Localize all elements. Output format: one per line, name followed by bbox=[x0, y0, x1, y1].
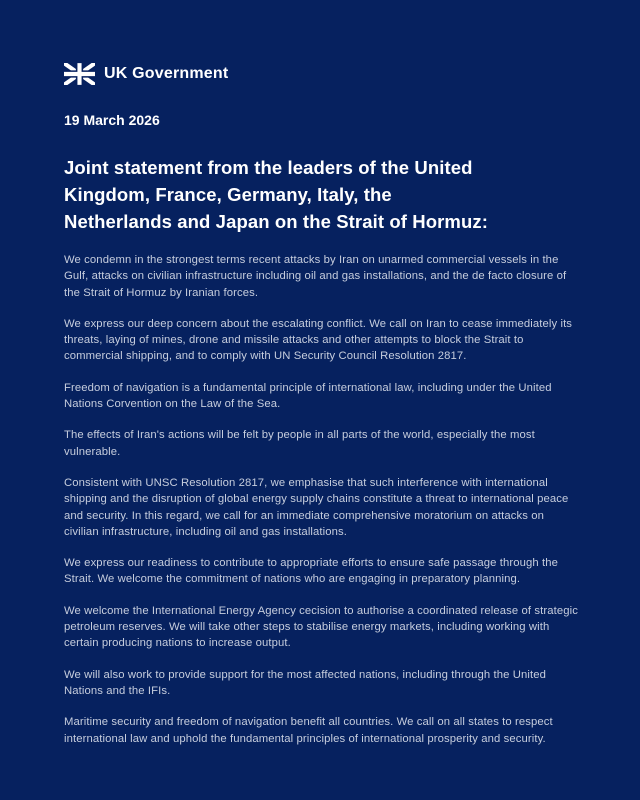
paragraph-support-nations: We will also work to provide support for the most affected nations, including through the United Nations and the IFIs. bbox=[64, 668, 547, 697]
paragraph-condemn-attacks: We condemn in the strongest terms recent attacks by Iran on unarmed commercial vessels in the Gulf, attacks on civilian infrastructure including oil and gas installations, and the de facto closure of the Strait of Hormuz by Iranian forces. bbox=[64, 254, 567, 299]
paragraph-effects-of-actions: The effects of Iran's actions will be felt by people in all parts of the world, especially the most vulnerable. bbox=[64, 429, 535, 458]
uk-government-logo-text: UK Government bbox=[104, 65, 229, 82]
paragraph-unsc-resolution: Consistent with UNSC Resolution 2817, we emphasise that such interference with international shipping and the disruption of global energy supply chains constitute a threat to international peace and security. In this regard, we call for an immediate comprehensive moratorium on attacks on civilian infrastructure, including oil and gas installations. bbox=[64, 476, 569, 538]
paragraph-deep-concern: We express our deep concern about the escalating conflict. We call on Iran to cease immediately its threats, laying of mines, drone and missile attacks and other attempts to block the Strait to commercial shipping, and to comply with UN Security Council Resolution 2817. bbox=[64, 317, 573, 363]
statement-date: 19 March 2026 bbox=[64, 112, 160, 128]
paragraph-energy-agency: We welcome the International Energy Agency cecision to authorise a coordinated release of strategic petroleum reserves. We will take other steps to stabilise energy markets, including working with certain producing nations to increase output. bbox=[64, 604, 578, 650]
statement-title bbox=[64, 154, 578, 235]
paragraph-safe-passage: We express our readiness to contribute to appropriate efforts to ensure safe passage through the Strait. We welcome the commitment of nations who are engaging in preparatory planning. bbox=[64, 557, 558, 586]
paragraph-maritime-security: Maritime security and freedom of navigation benefit all countries. We call on all states to respect international law and uphold the fundamental principles of international prosperity and security. bbox=[64, 716, 553, 745]
union-jack-flag-icon bbox=[64, 63, 95, 85]
paragraph-freedom-of-navigation: Freedom of navigation is a fundamental principle of international law, including under the United Nations Corvention on the Law of the Sea. bbox=[64, 381, 552, 411]
title-line-1: Joint statement from the leaders of the United bbox=[64, 157, 473, 178]
statement-body bbox=[64, 252, 578, 747]
uk-government-header bbox=[64, 63, 578, 85]
title-line-2: Kingdom, France, Germany, Italy, the bbox=[64, 184, 392, 205]
title-line-3: Netherlands and Japan on the Strait of Hormuz: bbox=[64, 211, 488, 232]
